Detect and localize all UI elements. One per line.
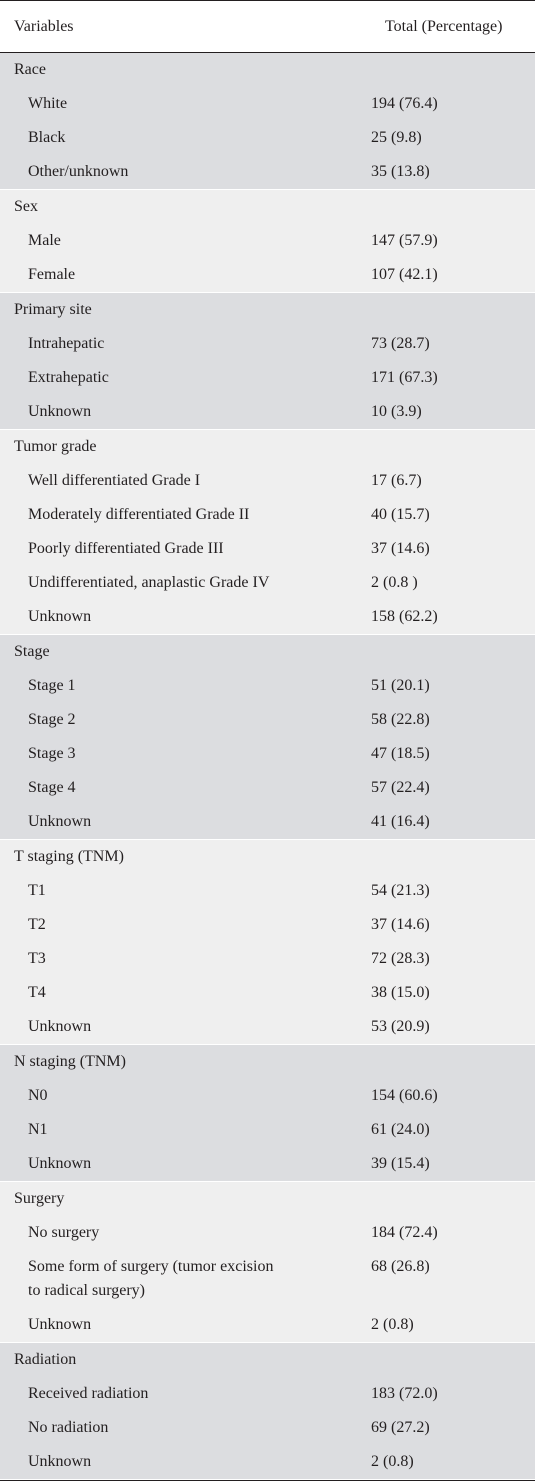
row-value: 37 (14.6) [371,540,430,557]
group-title-row [0,1182,535,1216]
table-row [0,737,535,771]
table-row [0,327,535,361]
variable-group [0,635,535,840]
group-title: Sex [14,198,38,215]
group-title: Race [14,61,46,78]
row-value: 69 (27.2) [371,1419,430,1436]
table-row [0,908,535,942]
table-row [0,224,535,258]
table-header [0,1,535,53]
row-value: 2 (0.8) [371,1316,414,1333]
row-label: Unknown [28,608,92,625]
table-row [0,1250,535,1308]
row-label: Unknown [28,1453,92,1470]
row-label: T4 [28,984,46,1001]
variable-group [0,1045,535,1182]
table-row [0,155,535,189]
row-value: 57 (22.4) [371,779,430,796]
group-title-row [0,53,535,87]
row-label: Moderately differentiated Grade II [28,506,250,523]
table-row [0,771,535,805]
row-value: 25 (9.8) [371,129,422,146]
row-value: 17 (6.7) [371,472,422,489]
row-value: 158 (62.2) [371,608,438,625]
row-value: 37 (14.6) [371,916,430,933]
row-label: Stage 2 [28,711,76,728]
row-label: Male [28,232,61,249]
row-value: 183 (72.0) [371,1385,438,1402]
table-body [0,53,535,1480]
row-value: 107 (42.1) [371,266,438,283]
group-title: Primary site [14,301,92,318]
variable-group [0,430,535,635]
row-value: 54 (21.3) [371,882,430,899]
row-label: Poorly differentiated Grade III [28,540,224,557]
variable-group [0,190,535,293]
row-value: 194 (76.4) [371,95,438,112]
table-row [0,464,535,498]
variable-group [0,840,535,1045]
row-label: Received radiation [28,1385,149,1402]
row-label: Stage 3 [28,745,76,762]
table-row [0,600,535,634]
row-value: 73 (28.7) [371,335,430,352]
row-label: Unknown [28,1018,92,1035]
table-row [0,942,535,976]
row-label: Intrahepatic [28,335,105,352]
row-label: No radiation [28,1419,109,1436]
table-row [0,1445,535,1479]
row-value: 61 (24.0) [371,1121,430,1138]
row-value: 184 (72.4) [371,1224,438,1241]
variable-group [0,293,535,430]
row-value: 41 (16.4) [371,813,430,830]
row-value: 10 (3.9) [371,403,422,420]
row-label: N0 [28,1087,48,1104]
row-label: T3 [28,950,46,967]
row-label: Undifferentiated, anaplastic Grade IV [28,574,270,591]
table-row [0,566,535,600]
row-value: 51 (20.1) [371,677,430,694]
row-label: Unknown [28,403,92,420]
table-row [0,669,535,703]
row-label: Black [28,129,66,146]
group-title-row [0,1045,535,1079]
group-title-row [0,190,535,224]
table-row [0,1010,535,1044]
table-row [0,1377,535,1411]
table-row [0,87,535,121]
row-label: T1 [28,882,46,899]
row-value: 40 (15.7) [371,506,430,523]
table-row [0,703,535,737]
table-row [0,361,535,395]
row-value: 38 (15.0) [371,984,430,1001]
group-title: Radiation [14,1351,77,1368]
group-title-row [0,1343,535,1377]
row-label: Stage 4 [28,779,76,796]
variable-group [0,1182,535,1343]
group-title: Tumor grade [14,438,97,455]
table-row [0,395,535,429]
variable-group [0,53,535,190]
group-title-row [0,293,535,327]
row-value: 72 (28.3) [371,950,430,967]
table-row [0,258,535,292]
row-label: Unknown [28,1155,92,1172]
row-value: 47 (18.5) [371,745,430,762]
row-label: N1 [28,1121,48,1138]
table-row [0,121,535,155]
row-label: Extrahepatic [28,369,109,386]
table-row [0,976,535,1010]
row-value: 39 (15.4) [371,1155,430,1172]
row-label: No surgery [28,1224,100,1241]
row-value: 68 (26.8) [371,1258,430,1275]
row-value: 58 (22.8) [371,711,430,728]
table-row [0,1079,535,1113]
row-value: 53 (20.9) [371,1018,430,1035]
table-row [0,805,535,839]
row-value: 35 (13.8) [371,163,430,180]
group-title-row [0,840,535,874]
row-value: 147 (57.9) [371,232,438,249]
group-title: N staging (TNM) [14,1053,126,1070]
row-value: 171 (67.3) [371,369,438,386]
table-row [0,1113,535,1147]
variable-group [0,1343,535,1480]
group-title-row [0,635,535,669]
row-value: 2 (0.8) [371,1453,414,1470]
table-row [0,498,535,532]
row-value: 2 (0.8 ) [371,574,418,591]
row-label: T2 [28,916,46,933]
table-row [0,1216,535,1250]
table-row [0,1411,535,1445]
row-label: Some form of surgery (tumor excision to radical surgery) [28,1258,274,1299]
group-title: Surgery [14,1190,65,1207]
table-row [0,1147,535,1181]
row-value: 154 (60.6) [371,1087,438,1104]
row-label: Stage 1 [28,677,76,694]
group-title: Stage [14,643,50,660]
total-column-header: Total (Percentage) [385,17,503,35]
row-label: Well differentiated Grade I [28,472,201,489]
row-label: Unknown [28,1316,92,1333]
variables-column-header: Variables [14,17,74,35]
row-label: Female [28,266,76,283]
group-title-row [0,430,535,464]
row-label: Unknown [28,813,92,830]
group-title: T staging (TNM) [14,848,124,865]
table-row [0,532,535,566]
table-row [0,874,535,908]
table-row [0,1308,535,1342]
row-label: Other/unknown [28,163,129,180]
row-label: White [28,95,68,112]
